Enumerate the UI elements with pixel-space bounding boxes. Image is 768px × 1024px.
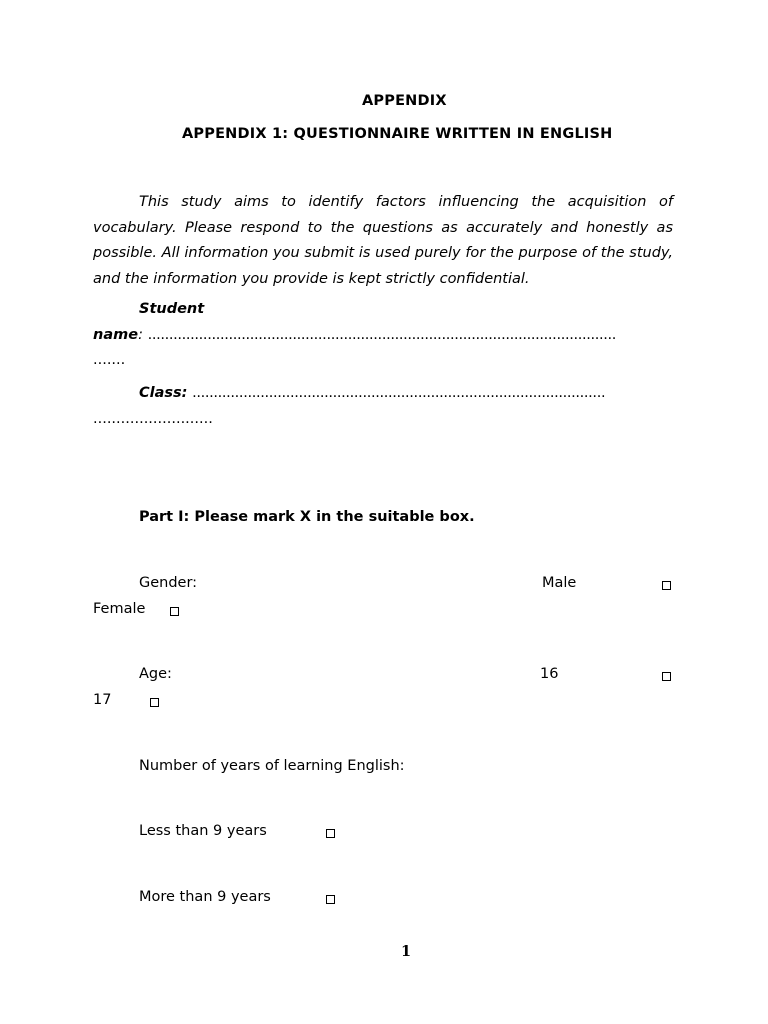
appendix-subheading: APPENDIX 1: QUESTIONNAIRE WRITTEN IN ENGLISH: [182, 126, 613, 142]
age-label: Age:: [139, 666, 172, 682]
checkbox-icon: [662, 672, 671, 681]
appendix-heading: APPENDIX: [362, 93, 447, 109]
gender-female-label: Female: [93, 601, 146, 617]
intro-paragraph: This study aims to identify factors influencing the acquisition of vocabulary. Please respond to the questions as accurately and honestly as possible. All information you submit is used purely for the purpose of the study, and the information you provide is kept strictly confidential.: [93, 194, 673, 287]
student-dots-line1: ..............................................................................................................: [147, 327, 617, 343]
age-17-checkbox[interactable]: [150, 695, 159, 711]
years-label: Number of years of learning English:: [139, 758, 405, 774]
part1-heading: Part I: Please mark X in the suitable box.: [139, 509, 475, 525]
student-colon: :: [138, 327, 143, 343]
checkbox-icon: [326, 829, 335, 838]
student-label-line1: Student: [139, 301, 205, 317]
class-dots-line1: .................................................................................................: [192, 385, 606, 401]
checkbox-icon: [326, 895, 335, 904]
years-less-label: Less than 9 years: [139, 823, 267, 839]
years-more-label: More than 9 years: [139, 889, 271, 905]
gender-label: Gender:: [139, 575, 198, 591]
checkbox-icon: [150, 698, 159, 707]
age-16-checkbox[interactable]: [662, 669, 671, 685]
age-17-label: 17: [93, 692, 112, 708]
student-dots-line2[interactable]: .......: [93, 352, 126, 368]
class-field-line1[interactable]: [139, 385, 605, 401]
age-16-label: 16: [540, 666, 559, 682]
gender-male-checkbox[interactable]: [662, 578, 671, 594]
class-label: Class:: [139, 385, 188, 401]
student-name-field-line1[interactable]: [93, 327, 616, 343]
checkbox-icon: [170, 607, 179, 616]
years-less-checkbox[interactable]: [326, 826, 335, 842]
page-number: 1: [401, 943, 412, 960]
gender-male-label: Male: [542, 575, 577, 591]
gender-female-checkbox[interactable]: [170, 604, 179, 620]
checkbox-icon: [662, 581, 671, 590]
class-dots-line2[interactable]: ..........................: [93, 411, 213, 427]
years-more-checkbox[interactable]: [326, 892, 335, 908]
student-label-line2: name: [93, 327, 139, 343]
